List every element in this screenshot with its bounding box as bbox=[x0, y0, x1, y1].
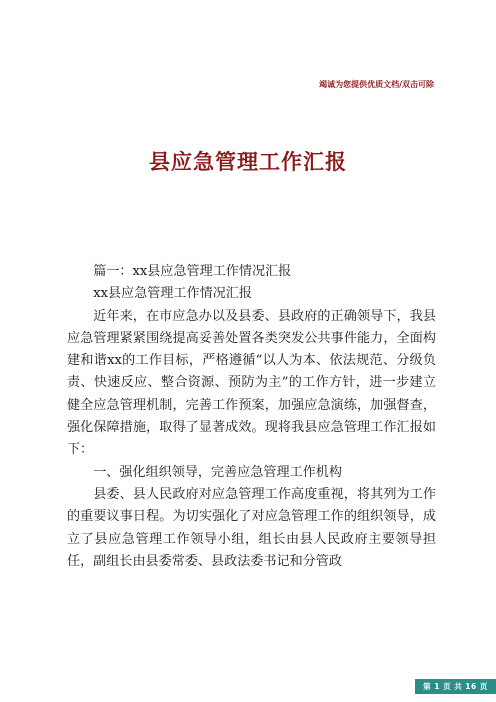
paragraph-heading-one: 一、强化组织领导，完善应急管理工作机构 bbox=[93, 464, 342, 480]
paragraph-section-title: 篇一：xx县应急管理工作情况汇报 bbox=[93, 264, 292, 279]
paragraph-report-title: xx县应急管理工作情况汇报 bbox=[93, 286, 252, 302]
document-title: 县应急管理工作汇报 bbox=[149, 150, 347, 174]
paragraph-body: 县委、县人民政府对应急管理工作高度重视，将其列为工作的重要议事日程。为切实强化了对应急管理工作的组织领导，成立了县应急管理工作领导小组，组长由县人民政府主要领导担任，副组长由县委常委、县政法委书记和分管政 bbox=[67, 486, 436, 569]
document-body bbox=[67, 261, 436, 573]
paragraph-intro: 近年来，在市应急办以及县委、县政府的正确领导下，我县应急管理紧紧围绕提高妥善处置各类突发公共事件能力，全面构建和谐xx的工作目标，严格遵循“以人为本、依法规范、分级负责、快速反应、整合资源、预防为主”的工作方针，进一步建立健全应急管理机制，完善工作预案，加强应急演练，加强督查，强化保障措施，取得了显著成效。现将我县应急管理工作汇报如下： bbox=[67, 308, 436, 458]
header-note: 竭诚为您提供优质文档/双击可除 bbox=[319, 80, 434, 89]
page-indicator: 第 1 页 共 16 页 bbox=[415, 679, 496, 694]
